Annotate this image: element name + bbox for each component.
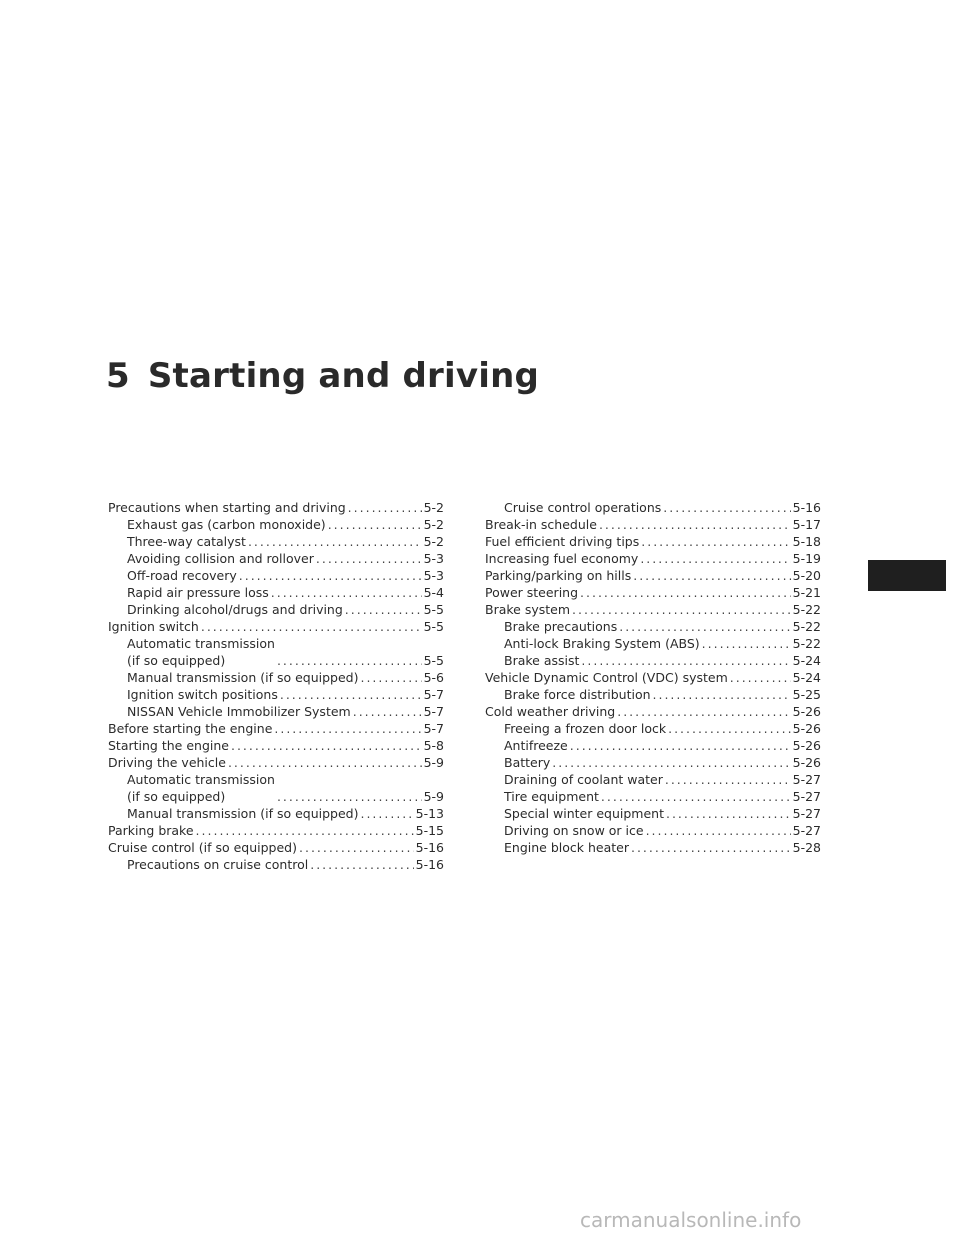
toc-entry-page: 5-17: [792, 517, 821, 532]
toc-entry[interactable]: [485, 686, 821, 703]
toc-entry[interactable]: [485, 550, 821, 567]
toc-entry-page: 5-8: [423, 738, 444, 753]
toc-entry-label: Exhaust gas (carbon monoxide): [127, 517, 326, 532]
toc-entry[interactable]: [485, 652, 821, 669]
toc-entry-label: Before starting the engine: [108, 721, 273, 736]
toc-entry-page: 5-9: [423, 755, 444, 770]
toc-entry-label: Cold weather driving: [485, 704, 616, 719]
toc-entry-label: Ignition switch positions: [127, 687, 278, 702]
toc-entry[interactable]: [485, 635, 821, 652]
toc-entry-page: 5-22: [792, 636, 821, 651]
toc-entry-page: 5-15: [415, 823, 444, 838]
toc-leader-dots: [601, 788, 791, 805]
toc-leader-dots: [665, 771, 791, 788]
toc-entry-label: Fuel efficient driving tips: [485, 534, 640, 549]
toc-entry-label: Drinking alcohol/drugs and driving: [127, 602, 343, 617]
toc-leader-dots: [231, 737, 422, 754]
toc-leader-dots: [328, 516, 422, 533]
toc-entry-label: Cruise control operations: [504, 500, 662, 515]
toc-entry-label: Three-way catalyst: [127, 534, 246, 549]
toc-leader-dots: [299, 839, 414, 856]
toc-entry-label: Precautions when starting and driving: [108, 500, 346, 515]
toc-entry-page: 5-5: [423, 602, 444, 617]
chapter-number: 5: [106, 356, 130, 396]
toc-entry-label: Precautions on cruise control: [127, 857, 309, 872]
toc-entry[interactable]: [485, 805, 821, 822]
toc-entry[interactable]: [108, 533, 444, 550]
toc-entry-label: Brake force distribution: [504, 687, 651, 702]
toc-entry-label: Avoiding collision and rollover: [127, 551, 314, 566]
toc-entry-label: Engine block heater: [504, 840, 629, 855]
toc-entry-label: Anti-lock Braking System (ABS): [504, 636, 700, 651]
toc-entry[interactable]: [108, 856, 444, 873]
toc-entry-label: Special winter equipment: [504, 806, 664, 821]
toc-leader-dots: [310, 856, 413, 873]
toc-entry[interactable]: [485, 533, 821, 550]
toc-entry-page: 5-18: [792, 534, 821, 549]
toc-leader-dots: [277, 788, 422, 805]
toc-entry-label: Brake assist: [504, 653, 580, 668]
toc-entry-label: Cruise control (if so equipped): [108, 840, 297, 855]
toc-entry-label: Antifreeze: [504, 738, 568, 753]
toc-leader-dots: [552, 754, 790, 771]
toc-entry[interactable]: [485, 771, 821, 788]
toc-leader-dots: [248, 533, 422, 550]
toc-entry-label: Freeing a frozen door lock: [504, 721, 667, 736]
toc-entry-page: 5-22: [792, 602, 821, 617]
toc-leader-dots: [631, 839, 791, 856]
toc-entry[interactable]: [108, 686, 444, 703]
toc-entry-page: 5-24: [792, 670, 821, 685]
toc-entry-page: 5-16: [415, 857, 444, 872]
toc-entry[interactable]: [108, 720, 444, 737]
chapter-title: [106, 356, 539, 396]
toc-leader-dots: [599, 516, 791, 533]
toc-leader-dots: [641, 533, 790, 550]
toc-entry[interactable]: [485, 618, 821, 635]
toc-leader-dots: [581, 652, 790, 669]
chapter-name: Starting and driving: [147, 356, 540, 396]
toc-entry[interactable]: [485, 499, 821, 516]
toc-entry-label: Manual transmission (if so equipped): [127, 806, 359, 821]
toc-entry[interactable]: [485, 601, 821, 618]
toc-leader-dots: [663, 499, 790, 516]
toc-entry[interactable]: [108, 618, 444, 635]
toc-entry-label: Rapid air pressure loss: [127, 585, 269, 600]
toc-entry[interactable]: [108, 771, 444, 805]
toc-leader-dots: [653, 686, 791, 703]
toc-entry[interactable]: [108, 516, 444, 533]
toc-entry-page: 5-3: [423, 568, 444, 583]
toc-entry[interactable]: [485, 737, 821, 754]
toc-entry-label: Automatic transmission (if so equipped): [127, 636, 275, 668]
toc-entry-label: Vehicle Dynamic Control (VDC) system: [485, 670, 728, 685]
toc-entry-label: Driving on snow or ice: [504, 823, 644, 838]
toc-leader-dots: [619, 618, 790, 635]
toc-entry[interactable]: [485, 516, 821, 533]
toc-leader-dots: [348, 499, 422, 516]
toc-entry[interactable]: [485, 839, 821, 856]
toc-entry[interactable]: [485, 720, 821, 737]
toc-entry[interactable]: [485, 788, 821, 805]
toc-entry-page: 5-22: [792, 619, 821, 634]
toc-entry-page: 5-13: [415, 806, 444, 821]
toc-entry-label: Parking/parking on hills: [485, 568, 632, 583]
toc-leader-dots: [360, 805, 413, 822]
toc-entry-page: 5-25: [792, 687, 821, 702]
watermark: carmanualsonline.info: [580, 1208, 802, 1232]
toc-leader-dots: [646, 822, 791, 839]
toc-entry[interactable]: [108, 822, 444, 839]
toc-entry-label: Brake precautions: [504, 619, 618, 634]
toc-leader-dots: [239, 567, 422, 584]
toc-entry-page: 5-4: [423, 585, 444, 600]
toc-entry-page: 5-2: [423, 517, 444, 532]
toc-entry-page: 5-2: [423, 534, 444, 549]
toc-entry[interactable]: [108, 805, 444, 822]
toc-leader-dots: [633, 567, 790, 584]
toc-entry-page: 5-24: [792, 653, 821, 668]
toc-entry-label: Automatic transmission (if so equipped): [127, 772, 275, 804]
toc-entry-page: 5-9: [423, 789, 444, 804]
toc-entry-page: 5-27: [792, 806, 821, 821]
toc-leader-dots: [617, 703, 790, 720]
toc-entry[interactable]: [108, 601, 444, 618]
toc-entry[interactable]: [108, 584, 444, 601]
toc-leader-dots: [730, 669, 791, 686]
toc-entry[interactable]: [485, 567, 821, 584]
toc-leader-dots: [271, 584, 422, 601]
toc-leader-dots: [345, 601, 422, 618]
toc-entry-label: Driving the vehicle: [108, 755, 226, 770]
toc-entry-page: 5-26: [792, 704, 821, 719]
toc-leader-dots: [668, 720, 791, 737]
toc-entry-page: 5-6: [423, 670, 444, 685]
toc-entry[interactable]: [108, 567, 444, 584]
toc-entry-page: 5-27: [792, 823, 821, 838]
toc-entry[interactable]: [108, 669, 444, 686]
toc-leader-dots: [274, 720, 421, 737]
toc-entry[interactable]: [108, 635, 444, 669]
toc-entry-page: 5-5: [423, 653, 444, 668]
toc-entry-label: Parking brake: [108, 823, 194, 838]
toc-entry-page: 5-19: [792, 551, 821, 566]
toc-leader-dots: [353, 703, 422, 720]
toc-leader-dots: [280, 686, 422, 703]
toc-entry[interactable]: [108, 550, 444, 567]
toc-entry-label: Draining of coolant water: [504, 772, 663, 787]
toc-leader-dots: [580, 584, 791, 601]
toc-leader-dots: [201, 618, 422, 635]
toc-entry-page: 5-7: [423, 687, 444, 702]
chapter-thumb-tab: [868, 560, 946, 591]
toc-leader-dots: [360, 669, 421, 686]
toc-entry-label: Break-in schedule: [485, 517, 597, 532]
toc-entry-page: 5-7: [423, 721, 444, 736]
toc-entry-page: 5-16: [415, 840, 444, 855]
toc-column-right: [485, 499, 821, 856]
toc-column-left: [108, 499, 444, 873]
toc-leader-dots: [316, 550, 422, 567]
toc-entry-page: 5-26: [792, 755, 821, 770]
toc-entry-label: Off-road recovery: [127, 568, 237, 583]
toc-entry-label: NISSAN Vehicle Immobilizer System: [127, 704, 351, 719]
toc-entry-label: Starting the engine: [108, 738, 229, 753]
toc-entry[interactable]: [108, 703, 444, 720]
toc-leader-dots: [570, 737, 791, 754]
toc-entry[interactable]: [108, 839, 444, 856]
toc-entry-page: 5-26: [792, 738, 821, 753]
toc-leader-dots: [572, 601, 791, 618]
toc-entry[interactable]: [485, 703, 821, 720]
toc-entry-label: Ignition switch: [108, 619, 199, 634]
toc-entry[interactable]: [108, 499, 444, 516]
toc-entry-page: 5-16: [792, 500, 821, 515]
toc-leader-dots: [196, 822, 414, 839]
toc-entry-page: 5-27: [792, 772, 821, 787]
toc-entry-label: Tire equipment: [504, 789, 599, 804]
toc-leader-dots: [277, 652, 422, 669]
toc-entry-label: Battery: [504, 755, 551, 770]
toc-entry-label: Manual transmission (if so equipped): [127, 670, 359, 685]
toc-entry[interactable]: [108, 737, 444, 754]
toc-entry-page: 5-5: [423, 619, 444, 634]
toc-entry[interactable]: [108, 754, 444, 771]
toc-entry[interactable]: [485, 669, 821, 686]
toc-entry[interactable]: [485, 754, 821, 771]
toc-leader-dots: [228, 754, 422, 771]
toc-entry-label: Brake system: [485, 602, 571, 617]
toc-entry[interactable]: [485, 822, 821, 839]
toc-leader-dots: [640, 550, 790, 567]
toc-entry-page: 5-2: [423, 500, 444, 515]
toc-entry-page: 5-20: [792, 568, 821, 583]
toc-entry-page: 5-27: [792, 789, 821, 804]
toc-entry-page: 5-3: [423, 551, 444, 566]
toc-leader-dots: [702, 635, 791, 652]
toc-entry-label: Power steering: [485, 585, 579, 600]
toc-entry-page: 5-7: [423, 704, 444, 719]
toc-leader-dots: [666, 805, 791, 822]
toc-entry-label: Increasing fuel economy: [485, 551, 639, 566]
toc-entry-page: 5-21: [792, 585, 821, 600]
toc-entry-page: 5-28: [792, 840, 821, 855]
toc-entry-page: 5-26: [792, 721, 821, 736]
toc-entry[interactable]: [485, 584, 821, 601]
